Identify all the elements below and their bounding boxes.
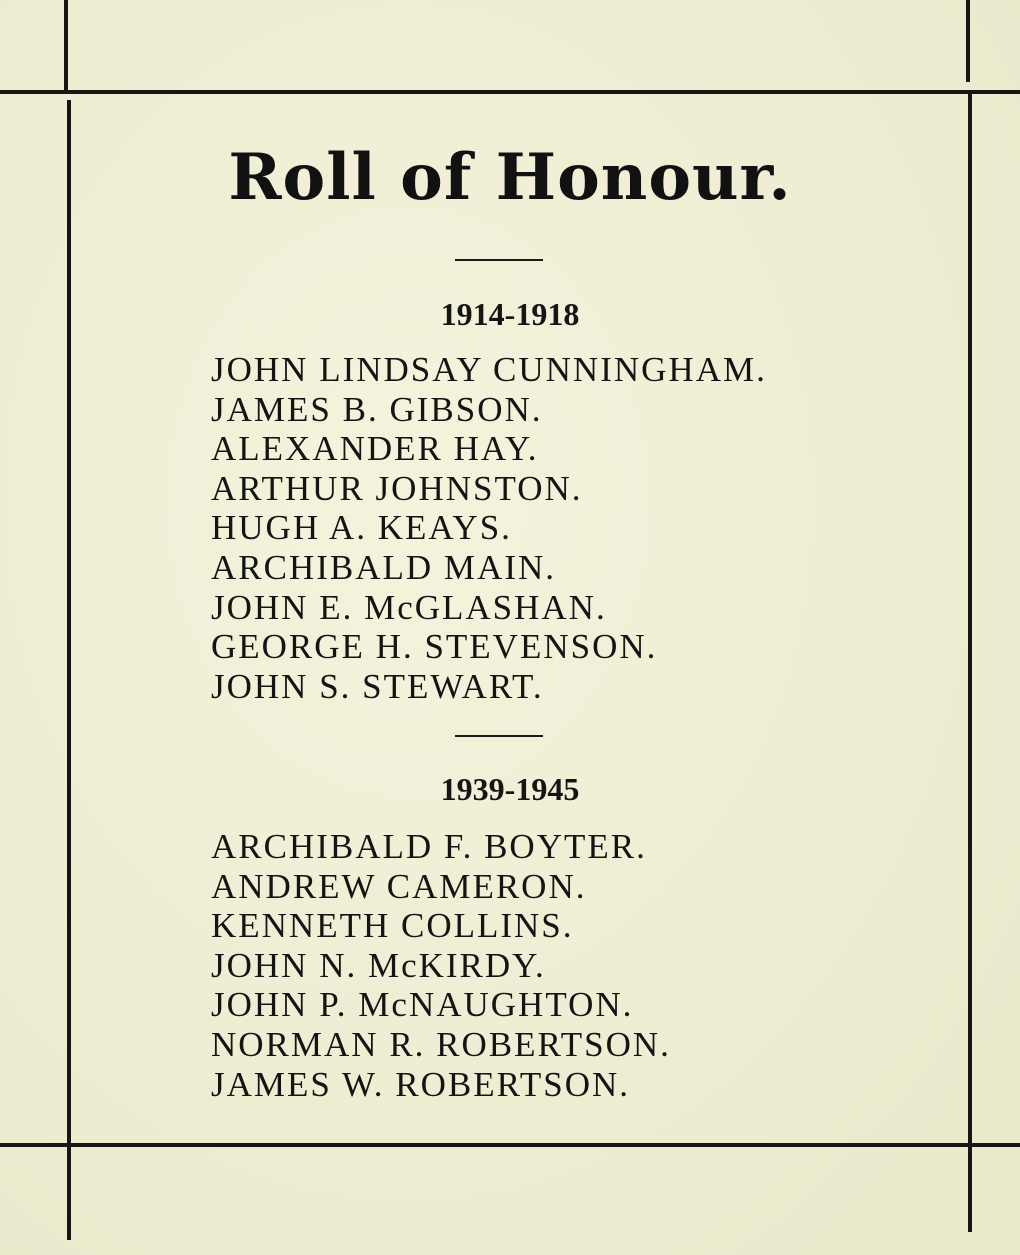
list-item: JOHN N. McKIRDY. [211,945,546,985]
page-title: Roll of Honour. [228,140,792,215]
section-years-ww1: 1914-1918 [440,296,580,332]
list-item: JOHN E. McGLASHAN. [211,587,607,627]
divider-rule-middle [455,735,543,737]
list-item: JOHN LINDSAY CUNNINGHAM. [211,350,767,389]
roll-list-ww2 [211,827,671,1104]
border-rule-right [968,92,972,1232]
border-rule-top [0,90,1020,94]
list-item: KENNETH COLLINS. [211,906,574,946]
list-item: HUGH A. KEAYS. [211,508,512,548]
border-rule-left [67,100,71,1240]
list-item: ARTHUR JOHNSTON. [211,468,583,508]
list-item: JAMES W. ROBERTSON. [211,1064,631,1104]
list-item: JAMES B. GIBSON. [211,389,543,429]
border-rule-bottom [0,1143,1020,1147]
list-item: JOHN P. McNAUGHTON. [211,985,634,1025]
roll-list-ww1 [211,350,767,706]
border-rule-left-top [64,0,68,92]
border-rule-right-top [966,0,970,82]
section-years-ww2: 1939-1945 [440,771,580,807]
list-item: ARCHIBALD MAIN. [211,547,556,587]
list-item: ARCHIBALD F. BOYTER. [211,827,647,866]
list-item: JOHN S. STEWART. [211,666,544,706]
list-item: ANDREW CAMERON. [211,866,587,906]
list-item: GEORGE H. STEVENSON. [211,627,658,667]
list-item: ALEXANDER HAY. [211,429,539,469]
divider-rule-top [455,259,543,261]
list-item: NORMAN R. ROBERTSON. [211,1024,671,1064]
